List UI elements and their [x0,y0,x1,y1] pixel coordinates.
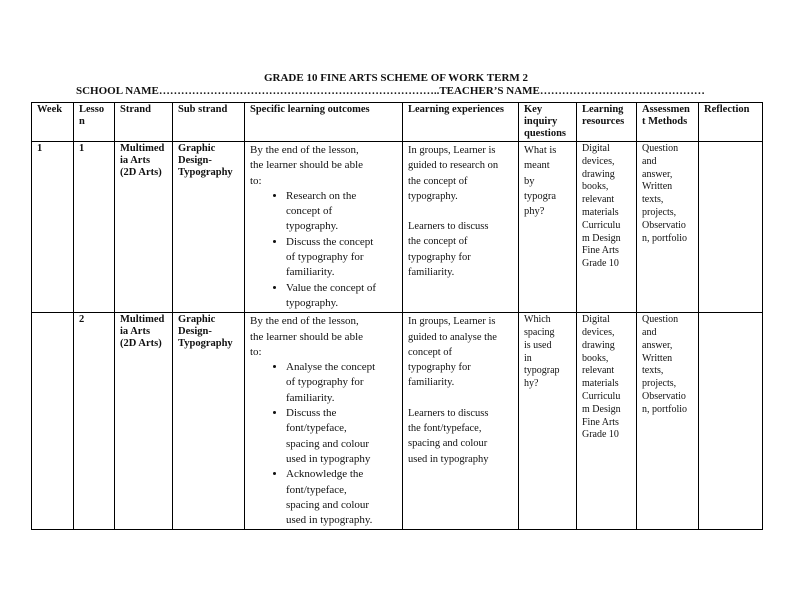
cell-line: texts, [642,194,664,206]
cell-line: Written [642,181,673,193]
outcome-item [286,281,397,312]
outcomes-list [250,360,397,528]
cell-line: spacing and colour [286,498,370,511]
header-strand [115,103,173,142]
outcomes-cell [245,313,403,530]
reflection-cell [699,313,763,530]
cell-line: Observatio [642,219,686,231]
experience-paragraph [408,143,513,204]
cell-line: Reflection [704,104,750,115]
reflection-cell [699,142,763,313]
cell-line: Written [642,352,673,364]
experience-paragraph [408,406,513,467]
strand-cell [115,313,173,530]
header-learning-experiences [403,103,519,142]
cell-line: Multimed [120,314,165,326]
cell-line: Digital [582,314,610,326]
cell-line: t Methods [642,116,688,127]
cell-line: familiarity. [286,266,335,279]
learning-experiences-cell [403,313,519,530]
outcome-item [286,189,397,235]
outcome-item [286,360,397,406]
cell-line: the learner should be able [250,330,364,343]
cell-line: Learning experiences [408,104,504,115]
cell-line: Value the concept of [286,281,377,294]
cell-line: By the end of the lesson, [250,144,359,156]
cell-line: In groups, Learner is [408,316,496,328]
cell-line: in [524,352,532,364]
cell-line: Digital [582,143,610,154]
cell-line: concept of [408,346,453,358]
cell-line: Question [642,143,679,154]
header-sub-strand [173,103,245,142]
cell-line: books, [582,181,609,193]
lesson-cell: 1 [74,142,115,313]
cell-line: devices, [582,155,615,167]
cell-line: Discuss the concept [286,235,374,248]
assessment-cell [637,142,699,313]
sub-strand-cell [173,142,245,313]
outcomes-list [250,189,397,311]
cell-line: drawing [582,168,615,180]
cell-line: familiarity. [408,267,455,279]
cell-line: inquiry [524,116,558,127]
cell-line: the concept of [408,236,468,248]
table-header-row [32,103,763,142]
cell-line: familiarity. [408,377,455,389]
cell-line: Assessmen [642,104,690,115]
cell-line: Observatio [642,391,686,403]
resources-cell [577,313,637,530]
header-key-inquiry-questions [519,103,577,142]
cell-line: the concept of [408,175,468,187]
cell-line: guided to analyse the [408,331,497,343]
document-title: GRADE 10 FINE ARTS SCHEME OF WORK TERM 2 [263,72,529,84]
cell-line: books, [582,352,609,364]
cell-line: materials [582,378,619,390]
cell-line: Curriculu [582,391,621,403]
cell-line: projects, [642,378,677,390]
cell-line: typography for [408,251,471,263]
cell-line: and [642,155,657,167]
cell-line: m Design [582,403,621,415]
cell-line: font/typeface, [286,483,347,496]
week-cell: 1 [32,142,74,313]
assessment-cell [637,313,699,530]
cell-line: Learning [582,104,624,115]
school-teacher-name-line: SCHOOL NAME…………………………………………………………………..TEACHER’S NAME……………………………………… [76,85,705,97]
experience-paragraph [408,314,513,390]
cell-line: familiarity. [286,391,335,404]
cell-line: ia Arts [120,326,151,338]
cell-line: Grade 10 [582,258,619,270]
cell-line: Typography [178,167,233,178]
outcome-item [286,235,397,281]
cell-line: Lesso [79,104,105,115]
outcome-item [286,406,397,467]
cell-line: answer, [642,168,673,180]
cell-line: n, portfolio [642,403,687,415]
cell-line: concept of [286,205,333,218]
cell-line: Which [524,314,551,326]
cell-line: Fine Arts [582,245,619,257]
cell-line: Curriculu [582,219,621,231]
cell-line: spacing [524,327,555,339]
cell-line: used in typography [286,452,371,465]
lesson-cell: 2 [74,313,115,530]
cell-line: What is [524,145,557,156]
outcomes-cell [245,142,403,313]
cell-line: phy? [524,206,545,218]
resources-cell [577,142,637,313]
cell-line: Week [37,104,63,115]
experience-paragraph [408,219,513,280]
sub-strand-cell [173,313,245,530]
cell-line: meant [524,160,550,172]
cell-line: typography. [286,220,339,233]
cell-line: Research on the [286,189,357,202]
outcome-item [286,467,397,528]
header-specific-learning-outcomes [245,103,403,142]
cell-line: questions [524,128,567,139]
cell-line: the font/typeface, [408,423,482,435]
cell-line: used in typography. [286,514,373,527]
cell-line: Discuss the [286,407,337,420]
cell-line: Learners to discuss [408,221,489,233]
cell-line: Strand [120,104,151,115]
cell-line: Acknowledge the [286,468,364,481]
cell-line: (2D Arts) [120,338,162,350]
cell-line: resources [582,116,625,127]
cell-line: Question [642,314,679,326]
header-lesson [74,103,115,142]
cell-line: is used [524,339,552,351]
header-learning-resources [577,103,637,142]
key-questions-cell [519,313,577,530]
cell-line: spacing and colour [408,438,488,450]
cell-line: (2D Arts) [120,167,162,178]
cell-line: typography. [286,296,339,309]
header-week [32,103,74,142]
cell-line: Multimed [120,143,165,154]
cell-line: to: [250,174,262,187]
cell-line: Analyse the concept [286,361,376,374]
cell-line: n [79,116,85,127]
cell-line: Graphic [178,143,216,154]
cell-line: Graphic [178,314,216,326]
cell-line: of typography for [286,251,364,264]
cell-line: Grade 10 [582,429,619,441]
cell-line: typogra [524,190,557,202]
cell-line: In groups, Learner is [408,145,496,156]
cell-line: typography. [408,190,458,202]
cell-line: relevant [582,194,615,206]
cell-line: Design- [178,155,212,166]
cell-line: materials [582,206,619,218]
cell-line: Learners to discuss [408,407,489,419]
cell-line: Fine Arts [582,416,619,428]
cell-line: spacing and colour [286,437,370,450]
cell-line: by [524,175,535,187]
table-row [32,313,763,530]
strand-cell [115,142,173,313]
cell-line: Design- [178,326,212,338]
cell-line: Key [524,104,543,115]
cell-line: typograp [524,365,560,377]
cell-line: and [642,327,657,339]
scheme-of-work-table [31,102,763,530]
cell-line: texts, [642,365,664,377]
header-assessment-methods [637,103,699,142]
header-reflection [699,103,763,142]
cell-line: guided to research on [408,160,499,172]
cell-line: By the end of the lesson, [250,315,359,328]
cell-line: used in typography [408,453,489,465]
cell-line: typography for [408,362,471,374]
key-questions-cell [519,142,577,313]
cell-line: drawing [582,339,615,351]
cell-line: answer, [642,339,673,351]
cell-line: devices, [582,327,615,339]
cell-line: font/typeface, [286,422,347,435]
cell-line: relevant [582,365,615,377]
cell-line: the learner should be able [250,159,364,172]
cell-line: n, portfolio [642,232,687,244]
cell-line: Specific learning outcomes [250,104,370,115]
cell-line: m Design [582,232,621,244]
cell-line: projects, [642,206,677,218]
cell-line: Typography [178,338,233,350]
cell-line: Sub strand [178,104,228,115]
learning-experiences-cell [403,142,519,313]
cell-line: of typography for [286,376,364,389]
week-cell [32,313,74,530]
cell-line: ia Arts [120,155,151,166]
cell-line: hy? [524,378,539,390]
cell-line: to: [250,345,262,358]
table-row [32,142,763,313]
